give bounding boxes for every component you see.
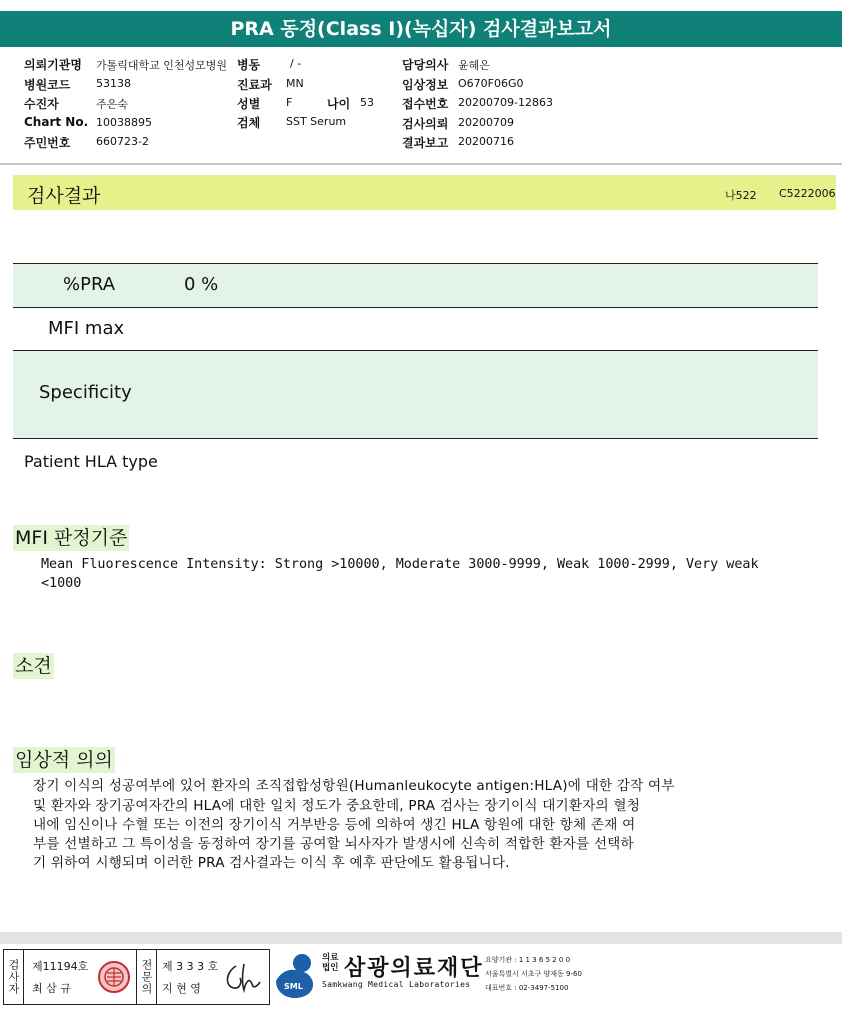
patient-name-value: 주은숙 — [96, 98, 128, 111]
table-line-top — [13, 263, 818, 264]
footer-divider — [0, 932, 842, 944]
result-code-1: 나522 — [725, 189, 757, 202]
pra-row — [13, 264, 818, 307]
receipt-no-value: 20200709-12863 — [458, 96, 553, 109]
mfi-criteria-heading: MFI 판정기준 — [15, 527, 128, 549]
clinical-significance-line-4: 부를 선별하고 그 특이성을 동정하여 장기를 공여할 뇌사자가 발생시에 신속히 적합한 환자를 선택하 — [33, 836, 634, 852]
info-divider — [0, 163, 842, 165]
specialist-vertical-label — [136, 950, 157, 1004]
clinical-significance-line-2: 및 환자와 장기공여자간의 HLA에 대한 일치 정도가 중요한데, PRA 검사는 장기이식 대기환자의 혈청 — [33, 798, 641, 814]
clinical-significance-heading: 임상적 의의 — [15, 749, 113, 771]
institution-label: 의뢰기관명 — [24, 58, 82, 72]
hospital-code-value: 53138 — [96, 77, 131, 90]
chart-no-value: 10038895 — [96, 116, 152, 129]
patient-hla-type-label: Patient HLA type — [24, 452, 158, 471]
table-line-2 — [13, 350, 818, 351]
signature-box — [3, 949, 270, 1005]
dept-value: MN — [286, 77, 304, 90]
specificity-row — [13, 351, 818, 438]
specimen-value: SST Serum — [286, 115, 347, 128]
table-line-bottom — [13, 438, 818, 439]
pra-value: 0 % — [184, 274, 219, 295]
org-name: 삼광의료재단 — [344, 956, 484, 981]
age-label: 나이 — [327, 97, 351, 111]
clinical-info-label: 임상정보 — [402, 78, 449, 92]
tester-seal-icon — [96, 959, 132, 995]
resident-id-label: 주민번호 — [24, 136, 71, 150]
specimen-label: 검체 — [237, 116, 261, 130]
org-english-name: Samkwang Medical Laboratories — [322, 980, 471, 989]
specialist-license-no: 제 3 3 3 호 — [162, 960, 219, 973]
doctor-value: 윤혜은 — [458, 59, 490, 72]
doctor-label: 담당의사 — [402, 58, 449, 72]
resident-id-value: 660723-2 — [96, 135, 149, 148]
org-phone: 대표번호 : 02-3497-5100 — [485, 984, 569, 992]
specialist-name: 지 현 영 — [162, 982, 201, 995]
result-code-2: C5222006 — [779, 187, 836, 200]
report-date-label: 결과보고 — [402, 136, 449, 150]
request-date-value: 20200709 — [458, 116, 514, 129]
sml-logo-area — [270, 949, 842, 1005]
tester-license-no: 제11194호 — [32, 960, 89, 973]
report-title: PRA 동정(Class I)(녹십자) 검사결과보고서 — [0, 11, 842, 47]
pra-label: %PRA — [63, 274, 116, 295]
sml-logo-icon — [272, 951, 322, 1001]
org-legal-text: 의료법인 — [322, 953, 339, 973]
sex-value: F — [286, 96, 293, 109]
ward-label: 병동 — [237, 58, 261, 72]
institution-value: 가톨릭대학교 인천성모병원 — [96, 59, 228, 72]
clinical-info-value: O670F06G0 — [458, 77, 524, 90]
report-date-value: 20200716 — [458, 135, 514, 148]
care-institution-no: 요양기관 : 1 1 3 6 5 2 0 0 — [485, 956, 571, 964]
mfi-max-label: MFI max — [48, 318, 125, 339]
clinical-significance-line-3: 내에 임신이나 수혈 또는 이전의 장기이식 거부반응 등에 의하여 생긴 HLA 항원에 대한 항체 존재 여 — [33, 817, 636, 833]
patient-name-label: 수진자 — [24, 97, 59, 111]
mfi-criteria-line-1: Mean Fluorescence Intensity: Strong >10000, Moderate 3000-9999, Weak 1000-2999, Very weak — [41, 557, 759, 572]
org-address: 서울특별시 서초구 양재동 9-60 — [485, 970, 582, 978]
hospital-code-label: 병원코드 — [24, 78, 71, 92]
sex-label: 성별 — [237, 97, 261, 111]
sml-logo-text: SML — [284, 982, 303, 991]
opinion-heading: 소견 — [15, 655, 52, 677]
patient-info-block — [0, 50, 842, 162]
age-value: 53 — [360, 96, 374, 109]
receipt-no-label: 접수번호 — [402, 97, 449, 111]
specialist-signature-icon — [222, 960, 266, 994]
dept-label: 진료과 — [237, 78, 272, 92]
clinical-significance-line-1: 장기 이식의 성공여부에 있어 환자의 조직접합성항원(Humanleukocyte antigen:HLA)에 대한 감작 여부 — [33, 778, 675, 794]
result-title: 검사결과 — [27, 185, 101, 207]
result-header-band — [13, 175, 836, 210]
mfi-max-row — [13, 308, 818, 350]
org-legal-type — [322, 953, 340, 973]
tester-name: 최 삼 규 — [32, 982, 71, 995]
tester-vertical-text: 검사자 — [7, 959, 20, 995]
request-date-label: 검사의뢰 — [402, 117, 449, 131]
specificity-label: Specificity — [39, 382, 132, 403]
clinical-significance-line-5: 기 위하여 시행되며 이러한 PRA 검사결과는 이식 후 예후 판단에도 활용됩니다. — [33, 855, 510, 871]
ward-value: / - — [290, 57, 302, 70]
table-line-1 — [13, 307, 818, 308]
tester-vertical-label — [4, 950, 24, 1004]
mfi-criteria-line-2: <1000 — [41, 576, 82, 591]
chart-no-label: Chart No. — [24, 115, 89, 129]
specialist-vertical-text: 전문의 — [140, 959, 153, 995]
